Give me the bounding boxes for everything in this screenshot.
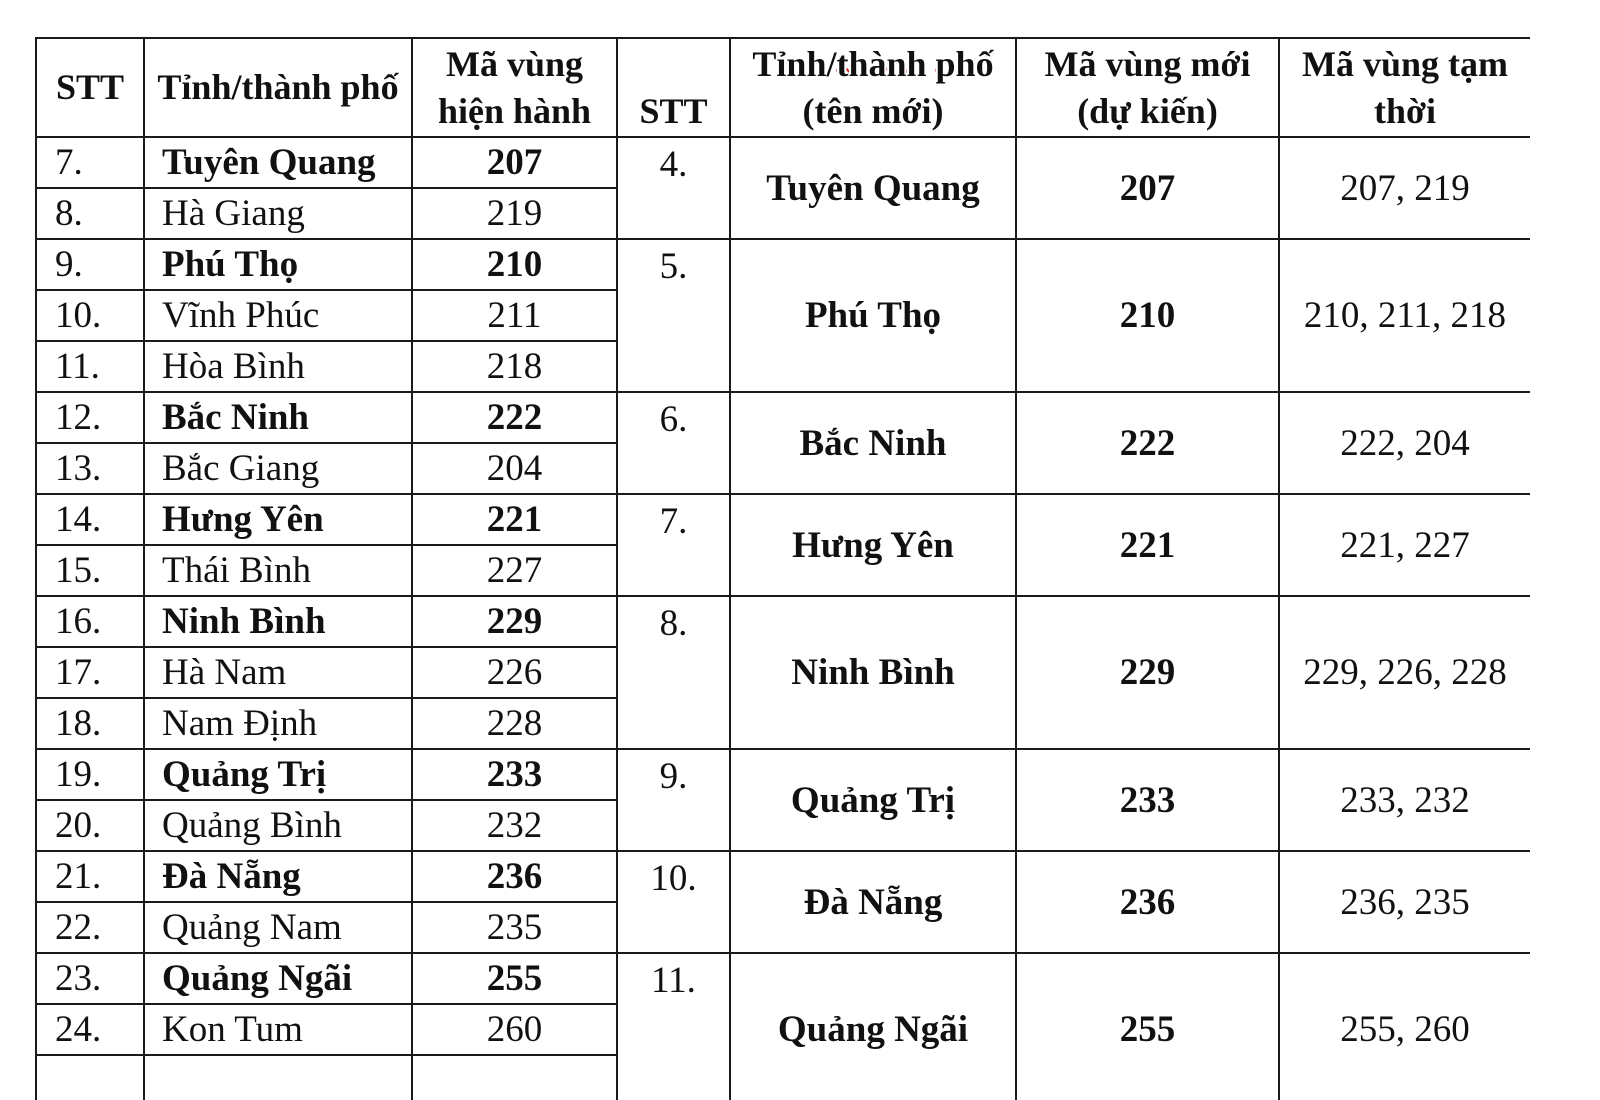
row-area-code: 211 [412,290,617,341]
table-row [36,392,1530,443]
group-new-province-name: Bắc Ninh [730,392,1016,494]
header-stt-left: STT [36,38,144,137]
row-province-name: Hưng Yên [144,494,412,545]
row-stt: 8. [36,188,144,239]
group-stt: 11. [617,953,730,1100]
group-new-province-name: Quảng Ngãi [730,953,1016,1100]
group-stt: 10. [617,851,730,953]
group-stt: 6. [617,392,730,494]
group-stt: 4. [617,137,730,239]
header-province-new-part1: Tỉnh/ [752,44,837,85]
group-new-province-name: Quảng Trị [730,749,1016,851]
row-stt: 12. [36,392,144,443]
row-province-name: Phú Thọ [144,239,412,290]
group-temporary-codes: 222, 204 [1279,392,1530,494]
group-new-area-code: 207 [1016,137,1279,239]
row-province-name: Kon Tum [144,1004,412,1055]
row-province-name: Vĩnh Phúc [144,290,412,341]
row-area-code: 219 [412,188,617,239]
row-area-code: 227 [412,545,617,596]
row-area-code: 233 [412,749,617,800]
header-code-new: Mã vùng mới (dự kiến) [1016,38,1279,137]
row-stt: 9. [36,239,144,290]
row-province-name: Bắc Ninh [144,392,412,443]
area-code-table-container [35,37,1530,1100]
header-code-temp: Mã vùng tạm thời [1279,38,1530,137]
row-area-code: 210 [412,239,617,290]
row-area-code: 226 [412,647,617,698]
group-temporary-codes: 207, 219 [1279,137,1530,239]
group-new-area-code: 233 [1016,749,1279,851]
group-new-area-code: 236 [1016,851,1279,953]
group-new-province-name: Ninh Bình [730,596,1016,749]
row-area-code: 218 [412,341,617,392]
row-province-name: Tuyên Quang [144,137,412,188]
row-stt: 22. [36,902,144,953]
row-area-code: 221 [412,494,617,545]
group-stt: 7. [617,494,730,596]
group-stt: 8. [617,596,730,749]
row-area-code [412,1055,617,1100]
table-row [36,749,1530,800]
row-province-name: Hòa Bình [144,341,412,392]
row-area-code: 222 [412,392,617,443]
group-new-area-code: 210 [1016,239,1279,392]
row-province-name: Ninh Bình [144,596,412,647]
row-province-name: Bắc Giang [144,443,412,494]
group-temporary-codes: 233, 232 [1279,749,1530,851]
area-code-table [35,37,1530,1100]
row-area-code: 204 [412,443,617,494]
row-stt: 7. [36,137,144,188]
row-stt: 18. [36,698,144,749]
row-area-code: 236 [412,851,617,902]
row-stt: 15. [36,545,144,596]
group-temporary-codes: 229, 226, 228 [1279,596,1530,749]
group-temporary-codes: 221, 227 [1279,494,1530,596]
table-row [36,851,1530,902]
row-stt: 17. [36,647,144,698]
row-province-name: Quảng Bình [144,800,412,851]
group-new-area-code: 255 [1016,953,1279,1100]
row-area-code: 207 [412,137,617,188]
group-stt: 5. [617,239,730,392]
group-new-province-name: Hưng Yên [730,494,1016,596]
row-stt: 23. [36,953,144,1004]
row-stt: 10. [36,290,144,341]
row-stt: 24. [36,1004,144,1055]
group-new-province-name: Tuyên Quang [730,137,1016,239]
row-stt: 13. [36,443,144,494]
group-new-province-name: Phú Thọ [730,239,1016,392]
table-row [36,953,1530,1004]
header-province-new-suffix: (tên mới) [802,90,944,131]
row-province-name [144,1055,412,1100]
header-code-current: Mã vùng hiện hành [412,38,617,137]
header-row [36,38,1530,137]
row-province-name: Quảng Ngãi [144,953,412,1004]
table-row [36,494,1530,545]
group-temporary-codes: 236, 235 [1279,851,1530,953]
row-stt: 16. [36,596,144,647]
group-new-province-name: Đà Nẵng [730,851,1016,953]
header-province-new [730,38,1016,137]
header-stt-right: STT [617,38,730,137]
group-new-area-code: 222 [1016,392,1279,494]
row-stt [36,1055,144,1100]
row-province-name: Quảng Nam [144,902,412,953]
row-area-code: 235 [412,902,617,953]
row-stt: 21. [36,851,144,902]
group-temporary-codes: 210, 211, 218 [1279,239,1530,392]
table-row [36,239,1530,290]
header-province-new-strike2: phố [935,44,994,85]
header-province-old: Tỉnh/thành phố [144,38,412,137]
row-province-name: Hà Giang [144,188,412,239]
row-province-name: Nam Định [144,698,412,749]
table-row [36,596,1530,647]
row-stt: 19. [36,749,144,800]
group-stt: 9. [617,749,730,851]
row-area-code: 260 [412,1004,617,1055]
row-area-code: 229 [412,596,617,647]
table-row [36,137,1530,188]
row-province-name: Hà Nam [144,647,412,698]
row-area-code: 228 [412,698,617,749]
row-area-code: 255 [412,953,617,1004]
row-province-name: Thái Bình [144,545,412,596]
row-stt: 20. [36,800,144,851]
row-province-name: Đà Nẵng [144,851,412,902]
row-province-name: Quảng Trị [144,749,412,800]
row-stt: 11. [36,341,144,392]
group-new-area-code: 229 [1016,596,1279,749]
header-province-new-space [927,44,936,84]
table-body [36,38,1530,1100]
row-area-code: 232 [412,800,617,851]
row-stt: 14. [36,494,144,545]
group-temporary-codes: 255, 260 [1279,953,1530,1100]
group-new-area-code: 221 [1016,494,1279,596]
header-province-new-strike1: thành [836,44,927,85]
